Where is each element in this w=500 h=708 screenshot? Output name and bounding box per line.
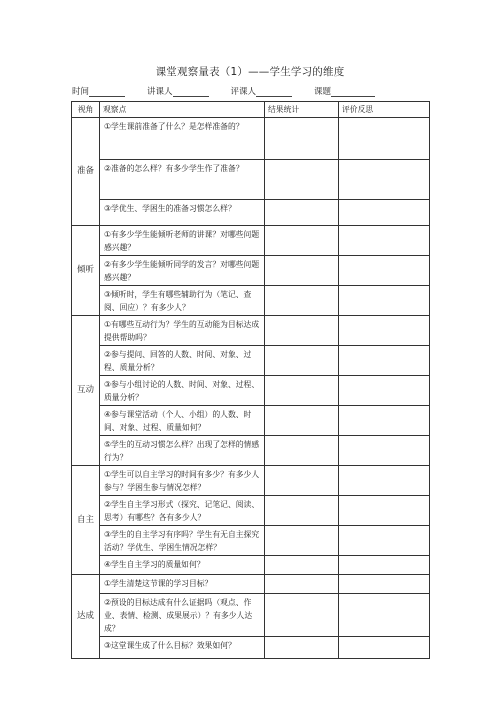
observation-point: ③倾听时，学生有哪些辅助行为（笔记、查阅、回应）？有多少人？ <box>100 286 265 316</box>
table-row <box>72 200 430 226</box>
evaluator-blank[interactable] <box>256 87 292 97</box>
observation-point: ①有多少学生能倾听老师的讲课？对哪些问题感兴趣？ <box>100 226 265 256</box>
result-cell[interactable] <box>265 376 339 406</box>
header-evaluation-reflection: 评价反思 <box>339 102 430 118</box>
evaluator-label: 评课人 <box>230 87 257 97</box>
observation-point: ③学生的自主学习有序吗？学生有无自主探究活动？学优生、学困生情况怎样？ <box>100 526 265 556</box>
observation-point: ①学生课前准备了什么？是怎样准备的？ <box>100 118 265 160</box>
observation-point: ①学生清楚这节课的学习目标？ <box>100 575 265 594</box>
result-cell[interactable] <box>265 118 339 160</box>
table-row <box>72 286 430 316</box>
reflection-cell[interactable] <box>339 466 430 496</box>
result-cell[interactable] <box>265 575 339 594</box>
result-cell[interactable] <box>265 316 339 346</box>
reflection-cell[interactable] <box>339 376 430 406</box>
topic-field <box>314 85 375 97</box>
table-row <box>72 526 430 556</box>
table-row <box>72 496 430 526</box>
reflection-cell[interactable] <box>339 286 430 316</box>
topic-label: 课题 <box>314 87 332 97</box>
result-cell[interactable] <box>265 286 339 316</box>
result-cell[interactable] <box>265 226 339 256</box>
table-row <box>72 256 430 286</box>
meta-line <box>72 85 432 97</box>
reflection-cell[interactable] <box>339 256 430 286</box>
result-cell[interactable] <box>265 436 339 466</box>
reflection-cell[interactable] <box>339 556 430 575</box>
lecturer-field <box>147 85 231 97</box>
result-cell[interactable] <box>265 496 339 526</box>
dimension-cell: 准备 <box>72 118 100 226</box>
page-title: 课堂观察量表（1）——学生学习的维度 <box>155 66 345 78</box>
table-row <box>72 436 430 466</box>
table-row <box>72 594 430 637</box>
table-row <box>72 160 430 200</box>
time-field <box>72 85 147 97</box>
header-result-statistics: 结果统计 <box>265 102 339 118</box>
result-cell[interactable] <box>265 346 339 376</box>
observation-point: ②准备的怎么样？有多少学生作了准备？ <box>100 160 265 200</box>
result-cell[interactable] <box>265 526 339 556</box>
result-cell[interactable] <box>265 466 339 496</box>
reflection-cell[interactable] <box>339 496 430 526</box>
observation-point: ④学生自主学习的质量如何？ <box>100 556 265 575</box>
table-row <box>72 226 430 256</box>
result-cell[interactable] <box>265 200 339 226</box>
dimension-cell: 自主 <box>72 466 100 575</box>
evaluator-field <box>231 85 315 97</box>
dimension-cell: 达成 <box>72 575 100 659</box>
reflection-cell[interactable] <box>339 637 430 659</box>
result-cell[interactable] <box>265 637 339 659</box>
observation-point: ②有多少学生能倾听同学的发言？对哪些问题感兴趣？ <box>100 256 265 286</box>
reflection-cell[interactable] <box>339 346 430 376</box>
reflection-cell[interactable] <box>339 226 430 256</box>
reflection-cell[interactable] <box>339 160 430 200</box>
table-row <box>72 118 430 160</box>
observation-point: ③参与小组讨论的人数、时间、对象、过程、质量分析？ <box>100 376 265 406</box>
reflection-cell[interactable] <box>339 406 430 436</box>
reflection-cell[interactable] <box>339 594 430 637</box>
table-header-row <box>72 102 430 118</box>
time-blank[interactable] <box>89 87 125 97</box>
reflection-cell[interactable] <box>339 316 430 346</box>
dimension-cell: 互动 <box>72 316 100 466</box>
topic-blank[interactable] <box>331 87 375 97</box>
reflection-cell[interactable] <box>339 200 430 226</box>
table-row <box>72 637 430 659</box>
table-row <box>72 316 430 346</box>
table-row <box>72 466 430 496</box>
reflection-cell[interactable] <box>339 575 430 594</box>
observation-point: ③学优生、学困生的准备习惯怎么样？ <box>100 200 265 226</box>
table-row <box>72 575 430 594</box>
result-cell[interactable] <box>265 556 339 575</box>
observation-point: ②预设的目标达成有什么证据吗（观点、作业、表情、检测、成果展示）？有多少人达成？ <box>100 594 265 637</box>
observation-point: ⑤学生的互动习惯怎么样？出现了怎样的情感行为？ <box>100 436 265 466</box>
table-row <box>72 556 430 575</box>
observation-point: ②参与提问、回答的人数、时间、对象、过程、质量分析？ <box>100 346 265 376</box>
lecturer-blank[interactable] <box>173 87 209 97</box>
result-cell[interactable] <box>265 406 339 436</box>
lecturer-label: 讲课人 <box>147 87 173 97</box>
observation-point: ③这堂课生成了什么目标？效果如何？ <box>100 637 265 659</box>
observation-point: ①学生可以自主学习的时间有多少？有多少人参与？学困生参与情况怎样？ <box>100 466 265 496</box>
observation-table <box>71 101 430 659</box>
reflection-cell[interactable] <box>339 436 430 466</box>
observation-point: ④参与课堂活动（个人、小组）的人数、时间、对象、过程、质量如何？ <box>100 406 265 436</box>
time-label: 时间 <box>72 87 90 97</box>
observation-point: ①有哪些互动行为？学生的互动能为目标达成提供帮助吗？ <box>100 316 265 346</box>
table-row <box>72 376 430 406</box>
table-row <box>72 346 430 376</box>
reflection-cell[interactable] <box>339 118 430 160</box>
dimension-cell: 倾听 <box>72 226 100 316</box>
table-row <box>72 406 430 436</box>
result-cell[interactable] <box>265 594 339 637</box>
observation-point: ②学生自主学习形式（探究、记笔记、阅读、思考）有哪些？各有多少人？ <box>100 496 265 526</box>
result-cell[interactable] <box>265 256 339 286</box>
result-cell[interactable] <box>265 160 339 200</box>
header-perspective: 视角 <box>72 102 100 118</box>
header-observation-point: 观察点 <box>100 102 265 118</box>
reflection-cell[interactable] <box>339 526 430 556</box>
